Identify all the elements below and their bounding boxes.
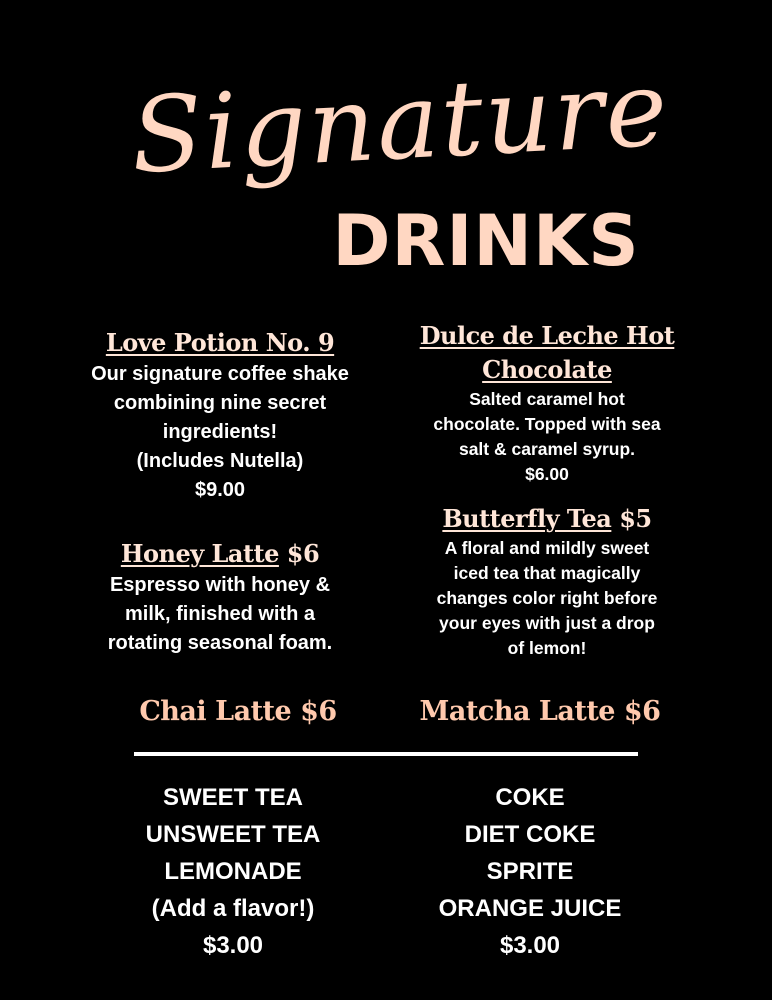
item-price: $9.00 xyxy=(194,479,246,501)
title-script: Signature xyxy=(128,47,672,197)
list-item: SPRITE xyxy=(486,858,574,885)
item-name: Dulce de Leche Hot Chocolate xyxy=(419,321,675,384)
menu-item-butterfly-tea xyxy=(406,502,688,661)
item-name: Love Potion No. 9 xyxy=(105,328,335,357)
item-description: Espresso with honey & milk, finished with a rotating seasonal foam. xyxy=(107,574,333,654)
list-item: ORANGE JUICE xyxy=(438,895,622,922)
item-description: Salted caramel hot chocolate. Topped with sea salt & caramel syrup. $6.00 xyxy=(406,387,688,487)
section-divider xyxy=(134,752,638,756)
menu-item-chai-latte: Chai Latte $6 xyxy=(139,696,337,727)
menu-item-matcha-latte: Matcha Latte $6 xyxy=(419,696,661,727)
item-price: $5 xyxy=(619,504,652,533)
item-description: A floral and mildly sweet iced tea that magically changes color right before your eyes with just a drop of lemon! xyxy=(436,538,658,658)
basic-drinks-left-list xyxy=(103,779,363,964)
list-item: COKE xyxy=(495,784,565,811)
list-item: DIET COKE xyxy=(464,821,596,848)
list-item: (Add a flavor!) xyxy=(151,895,315,922)
list-price: $3.00 xyxy=(202,932,264,959)
menu-item-honey-latte xyxy=(70,537,370,658)
item-name: Butterfly Tea $5 xyxy=(442,504,652,533)
menu-item-dulce-de-leche xyxy=(406,319,688,487)
list-item: UNSWEET TEA xyxy=(145,821,321,848)
list-price: $3.00 xyxy=(499,932,561,959)
list-item: SWEET TEA xyxy=(162,784,303,811)
item-name: Honey Latte $6 xyxy=(120,539,320,568)
basic-drinks-right-list xyxy=(400,779,660,964)
item-price: $6 xyxy=(286,539,320,568)
menu-item-love-potion xyxy=(70,326,370,505)
item-description: Our signature coffee shake combining nine secret ingredients! (Includes Nutella) $9.00 xyxy=(70,360,370,505)
item-price: $6.00 xyxy=(525,464,569,484)
title-block: DRINKS xyxy=(332,200,640,282)
list-item: LEMONADE xyxy=(164,858,302,885)
